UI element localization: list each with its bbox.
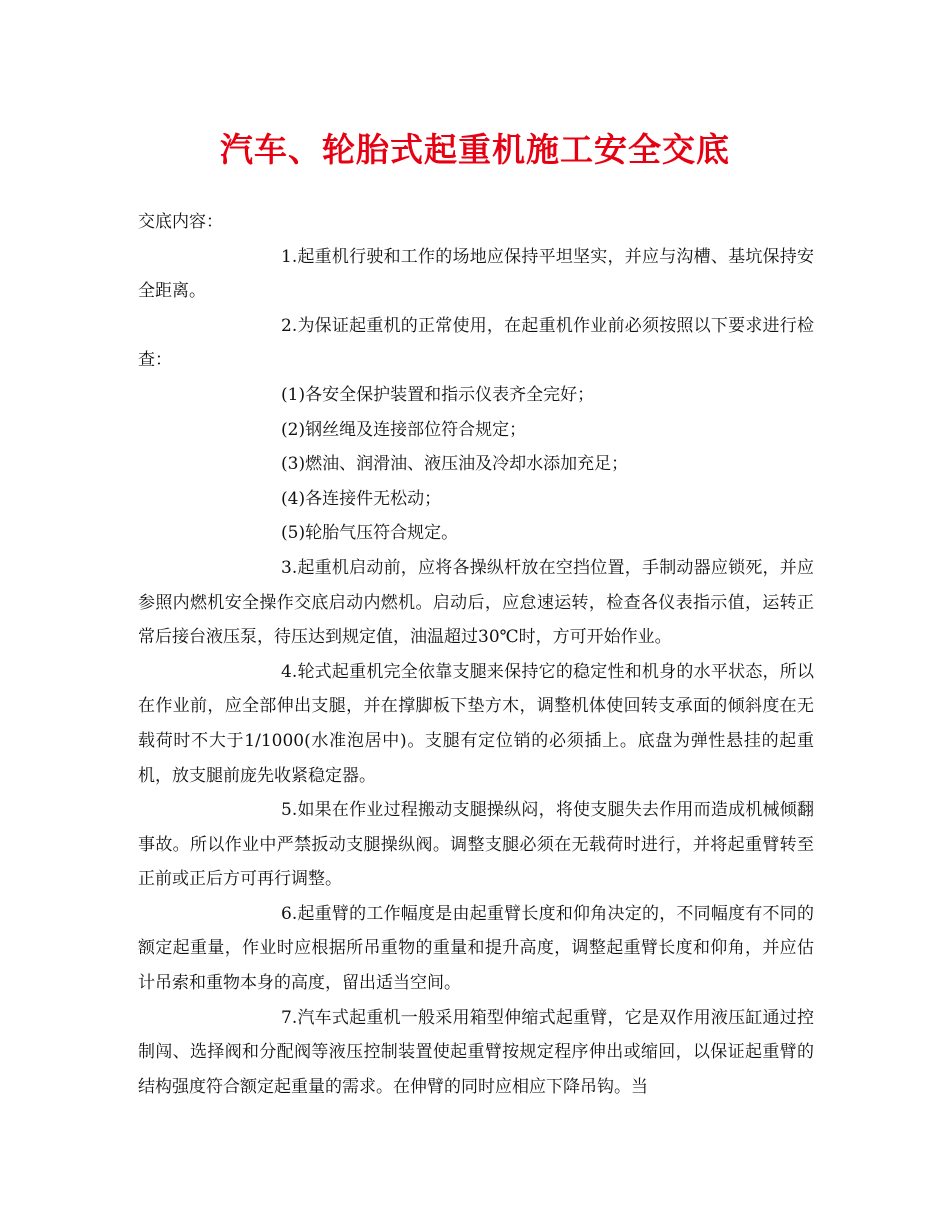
paragraph-1: 1.起重机行驶和工作的场地应保持平坦坚实，并应与沟槽、基坑保持安全距离。 <box>138 246 814 302</box>
checklist-item-3: (3)燃油、润滑油、液压油及冷却水添加充足； <box>281 454 629 475</box>
paragraph-7: 7.汽车式起重机一般采用箱型伸缩式起重臂，它是双作用液压缸通过控制闯、选择阀和分配阀等液压控制装置使起重臂按规定程序伸出或缩回，以保证起重臂的结构强度符合额定起重量的需求。在伸臂的同时应相应下降吊钩。当 <box>138 1007 814 1097</box>
document-title: 汽车、轮胎式起重机施工安全交底 <box>220 130 730 169</box>
document-body <box>138 205 814 1104</box>
paragraph-6: 6.起重臂的工作幅度是由起重臂长度和仰角决定的，不同幅度有不同的额定起重量，作业时应根据所吊重物的重量和提升高度，调整起重臂长度和仰角，并应估计吊索和重物本身的高度，留出适当空间。 <box>138 903 814 994</box>
checklist-item-4: (4)各连接件无松动； <box>281 488 442 509</box>
paragraph-4: 4.轮式起重机完全依靠支腿来保持它的稳定性和机身的水平状态，所以在作业前，应全部伸出支腿，并在撑脚板下垫方木，调整机体使回转支承面的倾斜度在无载荷时不大于1/1000(水准泡居中)。支腿有定位销的必须插上。底盘为弹性悬挂的起重机，放支腿前庞先收紧稳定器。 <box>138 661 814 786</box>
paragraph-3: 3.起重机启动前，应将各操纵杆放在空挡位置，手制动器应锁死，并应参照内燃机安全操作交底启动内燃机。启动后，应怠速运转，检查各仪表指示值，运转正常后接台液压泵，待压达到规定值，油温超过30℃时，方可开始作业。 <box>138 557 814 648</box>
paragraph-2: 2.为保证起重机的正常使用，在起重机作业前必须按照以下要求进行检查： <box>138 315 814 371</box>
checklist-item-2: (2)钢丝绳及连接部位符合规定； <box>281 419 527 440</box>
checklist-item-1: (1)各安全保护装置和指示仪表齐全完好； <box>281 384 595 405</box>
checklist-item-5: (5)轮胎气压符合规定。 <box>281 523 459 544</box>
intro-label: 交底内容： <box>138 212 223 232</box>
paragraph-5: 5.如果在作业过程搬动支腿操纵闷，将使支腿失去作用而造成机械倾翻事故。所以作业中严禁扳动支腿操纵阀。调整支腿必须在无载荷时进行，并将起重臂转至正前或正后方可再行调整。 <box>138 800 814 890</box>
